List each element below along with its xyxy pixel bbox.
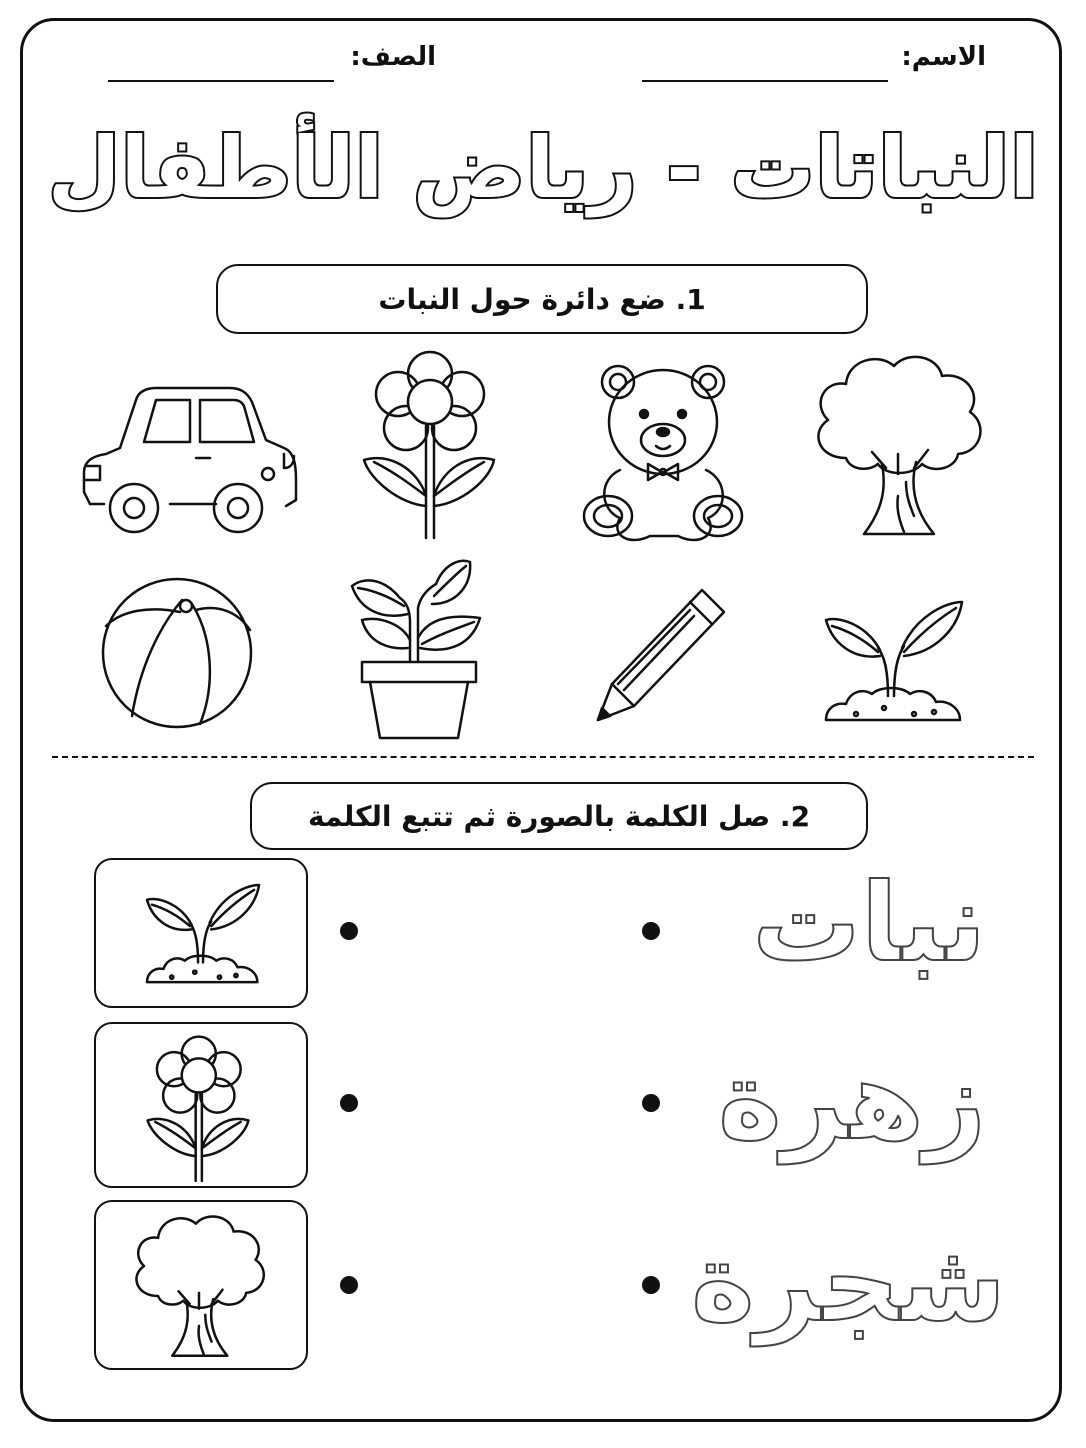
sprout-icon bbox=[138, 880, 268, 992]
name-line[interactable] bbox=[642, 80, 888, 82]
pencil-icon[interactable] bbox=[594, 586, 728, 726]
class-label: الصف: bbox=[350, 42, 436, 72]
match-card-sprout[interactable] bbox=[94, 858, 308, 1008]
instruction-1: 1. ضع دائرة حول النبات bbox=[216, 264, 868, 334]
trace-word-2[interactable]: زهرة bbox=[718, 1039, 986, 1164]
ball-icon[interactable] bbox=[100, 576, 254, 730]
trace-word-3[interactable]: شجرة bbox=[691, 1221, 1006, 1346]
potted-plant-icon[interactable] bbox=[348, 558, 490, 742]
class-line[interactable] bbox=[108, 80, 334, 82]
sprout-icon[interactable] bbox=[822, 596, 966, 732]
section-divider bbox=[52, 756, 1034, 758]
instruction-2: 2. صل الكلمة بالصورة ثم تتبع الكلمة bbox=[250, 782, 868, 850]
flower-icon[interactable] bbox=[360, 346, 498, 542]
teddy-bear-icon[interactable] bbox=[580, 360, 744, 546]
match-dot-left-2[interactable] bbox=[340, 1094, 358, 1112]
match-card-flower[interactable] bbox=[94, 1022, 308, 1188]
match-dot-left-3[interactable] bbox=[340, 1276, 358, 1294]
car-icon[interactable] bbox=[80, 384, 300, 534]
trace-word-1[interactable]: نبات bbox=[752, 861, 986, 986]
tree-icon[interactable] bbox=[806, 346, 990, 542]
flower-icon bbox=[142, 1032, 254, 1184]
page-title: النباتات - رياض الأطفال bbox=[47, 119, 1039, 217]
match-card-tree[interactable] bbox=[94, 1200, 308, 1370]
tree-icon bbox=[126, 1208, 272, 1362]
match-dot-left-1[interactable] bbox=[340, 922, 358, 940]
name-label: الاسم: bbox=[901, 42, 986, 72]
